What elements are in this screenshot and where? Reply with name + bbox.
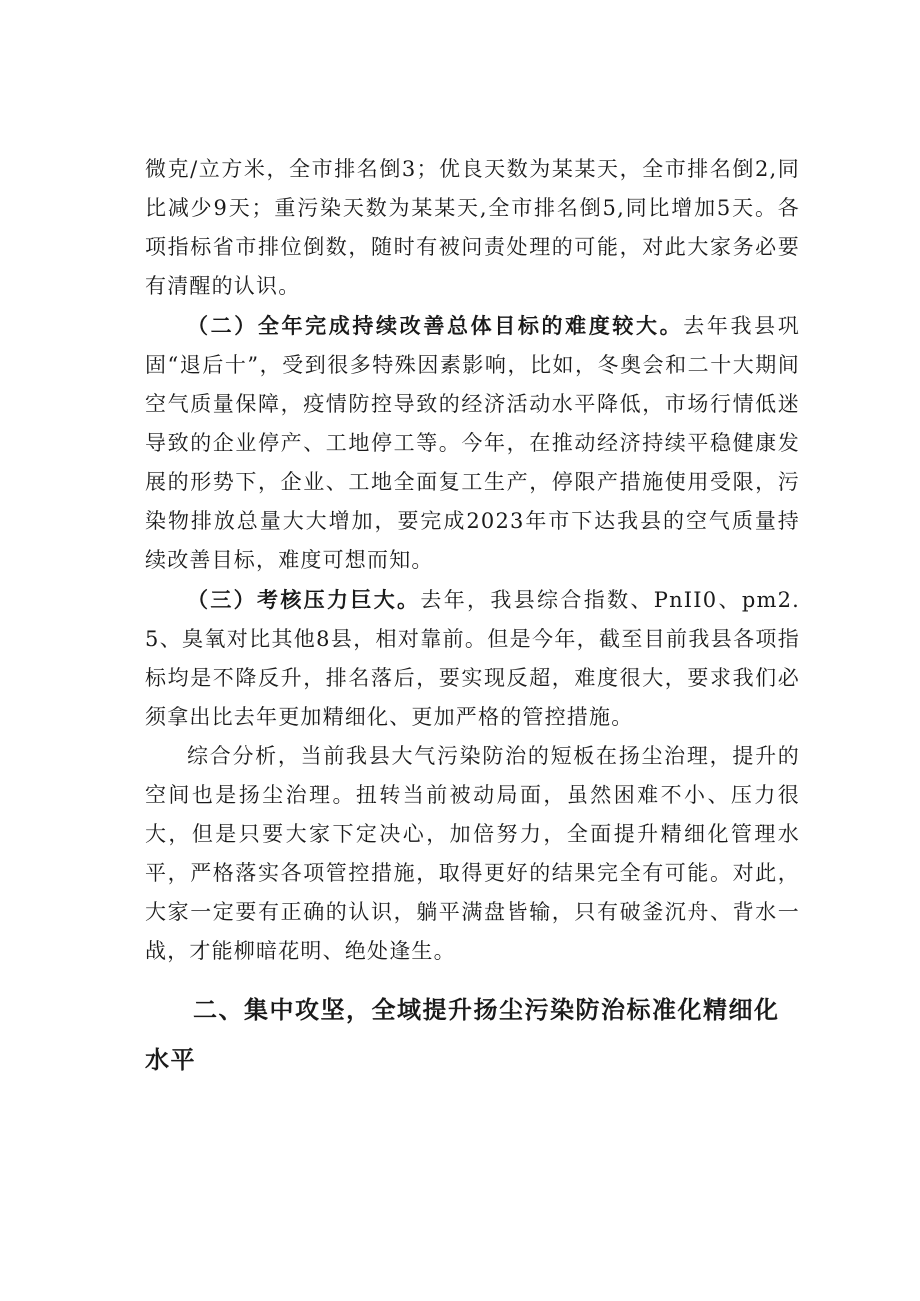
subheading-lead: （二）全年完成持续改善总体目标的难度较大。 xyxy=(187,313,684,338)
paragraph-analysis xyxy=(145,737,800,971)
paragraph-difficulty xyxy=(145,306,800,580)
paragraph-text: 去年我县巩固“退后十”，受到很多特殊因素影响，比如，冬奥会和二十大期间空气质量保障，疫情防控导致的经济活动水平降低，市场行情低迷导致的企业停产、工地停工等。今年，在推动经济持续平稳健康发展的形势下，企业、工地全面复工生产，停限产措施使用受限，污染物排放总量大大增加，要完成2023年市下达我县的空气质量持续改善目标，难度可想而知。 xyxy=(145,314,801,572)
subheading-lead: （三）考核压力巨大。 xyxy=(187,587,421,612)
paragraph-assessment-pressure xyxy=(145,580,800,737)
section-heading: 二、集中攻坚，全域提升扬尘污染防治标准化精细化水平 xyxy=(145,996,780,1074)
document-page xyxy=(145,150,800,1085)
paragraph-continuation xyxy=(145,150,800,306)
paragraph-text: 综合分析，当前我县大气污染防治的短板在扬尘治理，提升的空间也是扬尘治理。扭转当前被动局面，虽然困难不小、压力很大，但是只要大家下定决心，加倍努力，全面提升精细化管理水平，严格落实各项管控措施，取得更好的结果完全有可能。对此，大家一定要有正确的认识，躺平满盘皆输，只有破釜沉舟、背水一战，才能柳暗花明、绝处逢生。 xyxy=(145,744,800,963)
paragraph-text: 去年，我县综合指数、PnII0、pm2.5、臭氧对比其他8县，相对靠前。但是今年，截至目前我县各项指标均是不降反升，排名落后，要实现反超，难度很大，要求我们必须拿出比去年更加精细化、更加严格的管控措施。 xyxy=(145,588,801,729)
paragraph-text: 微克/立方米，全市排名倒3；优良天数为某某天，全市排名倒2,同比减少9天；重污染天数为某某天,全市排名倒5,同比增加5天。各项指标省市排位倒数，随时有被问责处理的可能，对此大家务必要有清醒的认识。 xyxy=(145,157,800,298)
